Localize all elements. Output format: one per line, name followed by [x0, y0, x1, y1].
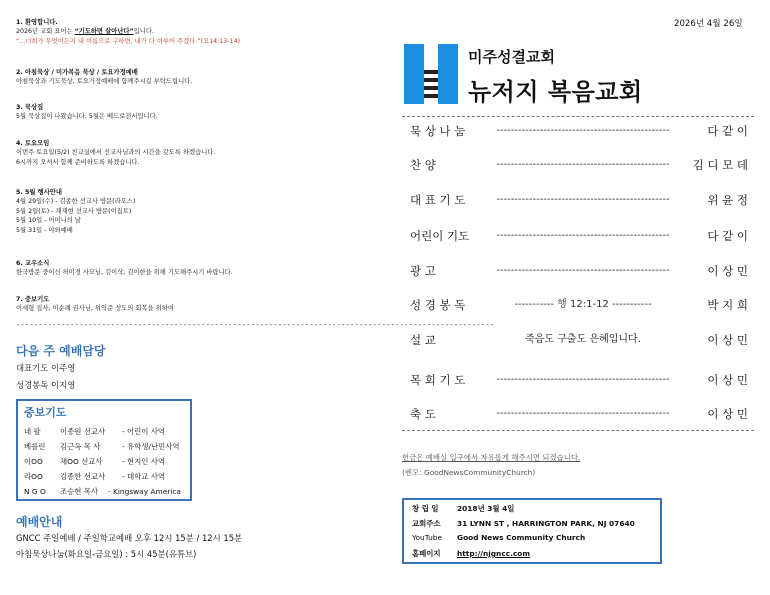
announcement-line: 4월 29일(수) - 김종한 선교사 방문(라오스): [16, 198, 136, 205]
announcement-heading: 5. 5월 행사안내: [16, 189, 62, 196]
intercession-box: [16, 399, 192, 501]
info-row-youtube: YouTube Good News Community Church: [412, 533, 586, 542]
announcement-4: [16, 139, 356, 167]
order-leader: 이 상 민: [707, 373, 748, 387]
worship-info-line: GNCC 주일예배 / 주일학교예배 오후 12시 15분 / 12시 15분: [16, 533, 243, 543]
announcement-2: [16, 68, 356, 87]
order-label: 목 회 기 도: [410, 373, 466, 387]
order-detail: ------------------------------------------------: [496, 408, 670, 419]
announcement-line: 한국방문 중이신 허미경 사모님, 김이삭, 김이한을 위해 기도해주시기 바랍니다.: [16, 269, 233, 276]
next-week-title: 다음 주 예배담당: [16, 344, 106, 358]
motto-prefix: 2026년 교회 표어는: [16, 28, 75, 35]
info-row-founded: 창 립 일 2018년 3월 4일: [412, 504, 515, 513]
announcement-heading: 6. 교우소식: [16, 260, 50, 267]
order-label: 찬 양: [410, 158, 436, 172]
intercession-row: 네 팔 이종원 선교사 - 어린이 사역: [24, 427, 166, 436]
order-item: [402, 262, 754, 296]
order-label: 설 교: [410, 333, 436, 347]
next-week-prayer: 대표기도 이주영: [16, 363, 76, 373]
announcement-5: [16, 188, 356, 235]
order-leader: 김 디 모 데: [692, 158, 748, 172]
motto-text: “기도하면 살아난다”: [74, 28, 134, 35]
order-item: [402, 331, 754, 365]
order-item: [402, 191, 754, 225]
intercession-title: 중보기도: [24, 406, 67, 419]
announcement-line: 5월 묵상집이 나왔습니다. 5월은 베드로전서입니다.: [16, 113, 158, 120]
announcement-line: 6시까지 오셔서 함께 준비하도록 하겠습니다.: [16, 158, 140, 166]
order-detail: ------------------------------------------------: [496, 159, 670, 170]
announcement-heading: 3. 묵상집: [16, 104, 44, 111]
announcement-line: 이번주 토요일(5/2) 친교실에서 선교사님과의 시간을 갖도록 하겠습니다.: [16, 149, 216, 156]
scripture-reference: ----------- 행 12:1-12 -----------: [514, 299, 652, 310]
order-item: [402, 122, 754, 156]
order-leader: 다 같 이: [707, 124, 748, 138]
announcement-heading: 7. 중보기도: [16, 296, 50, 303]
order-label: 성 경 봉 독: [410, 298, 466, 312]
order-leader: 이 상 민: [707, 333, 748, 347]
order-leader: 이 상 민: [707, 264, 748, 278]
order-bottom-rule: [402, 430, 754, 431]
order-label: 묵 상 나 눔: [410, 124, 466, 138]
order-detail: ------------------------------------------------: [496, 374, 670, 385]
bible-verse: “...너희가 무엇이든지 내 이름으로 구하면, 내가 다 이루어 주겠다.”(요14:13-14): [16, 37, 241, 45]
church-info-box: [402, 498, 662, 564]
next-week-reading: 성경봉독 이지영: [16, 380, 76, 390]
announcement-line: 이세형 집사, 이순례 권사님, 위익준 성도의 회복을 위하여: [16, 305, 174, 312]
intercession-row: N G O 조승현 목사 - Kingsway America: [24, 487, 181, 496]
motto-suffix: 입니다.: [133, 28, 154, 35]
offering-venmo: (벤모: GoodNewsCommunityChurch): [402, 468, 536, 477]
church-subtitle: 미주성결교회: [468, 48, 555, 66]
announcement-line: 5월 2일(토) - 채재현 선교사 방문(이집트): [16, 207, 132, 215]
church-logo: [404, 44, 458, 104]
worship-info-title: 예배안내: [16, 515, 63, 529]
order-detail: ------------------------------------------------: [496, 230, 670, 241]
bulletin-date: 2026년 4월 26일: [674, 19, 743, 29]
church-name: 뉴저지 복음교회: [468, 78, 643, 106]
order-leader: 위 윤 정: [707, 193, 748, 207]
order-label: 어린이 기도: [410, 229, 470, 243]
sermon-title: 죽음도 구출도 은혜입니다.: [525, 334, 641, 345]
order-label: 광 고: [410, 264, 436, 278]
announcement-line: 5월 10일 - 어머니의 날: [16, 217, 81, 225]
intercession-row: 라OO 김종한 선교사 - 대학교 사역: [24, 472, 166, 481]
announcement-line: 5월 31일 - 야외예배: [16, 226, 73, 234]
info-row-address: 교회주소 31 LYNN ST , HARRINGTON PARK, NJ 07640: [412, 519, 635, 528]
order-label: 축 도: [410, 407, 436, 421]
intercession-row: 이OO 채OO 선교사 - 현지인 사역: [24, 457, 166, 466]
order-item: [402, 405, 754, 439]
order-leader: 이 상 민: [707, 407, 748, 421]
homepage-link[interactable]: http://njgncc.com: [457, 549, 531, 558]
order-label: 대 표 기 도: [410, 193, 466, 207]
announcement-1: [16, 18, 356, 46]
order-item: [402, 296, 754, 330]
announcement-heading: 1. 환영합니다.: [16, 19, 58, 26]
order-leader: 다 같 이: [707, 229, 748, 243]
announcement-line: 아침묵상과 기도묵상, 토요가정예배에 함께주시길 부탁드립니다.: [16, 78, 193, 85]
announcement-heading: 4. 토요모임: [16, 140, 50, 147]
intercession-row: 베를린 김근옥 목 사 - 유학생/난민사역: [24, 442, 180, 451]
order-item: [402, 227, 754, 261]
announcement-line: [16, 27, 356, 37]
announcement-heading: 2. 아침묵상 / 미가복음 묵상 / 토요가정예배: [16, 69, 138, 76]
offering-note: 헌금은 예배실 입구에서 자유롭게 해주시면 되겠습니다.: [402, 453, 581, 462]
order-item: [402, 371, 754, 405]
order-detail: ------------------------------------------------: [496, 265, 670, 276]
order-top-rule: [402, 116, 754, 117]
announcement-7: [16, 295, 356, 314]
announcement-6: [16, 259, 356, 278]
order-detail: ------------------------------------------------: [496, 125, 670, 136]
announcement-3: [16, 103, 356, 122]
order-leader: 박 지 희: [707, 298, 748, 312]
order-detail: ------------------------------------------------: [496, 194, 670, 205]
section-divider: ----------------------------------------------------------------------------------------------------------: [16, 321, 495, 329]
order-item: [402, 156, 754, 190]
info-row-homepage: 홈페이지 http://njgncc.com: [412, 549, 531, 558]
worship-info-line: 아침묵상나눔(화요일-금요일) : 5시 45분(유튜브): [16, 549, 197, 559]
